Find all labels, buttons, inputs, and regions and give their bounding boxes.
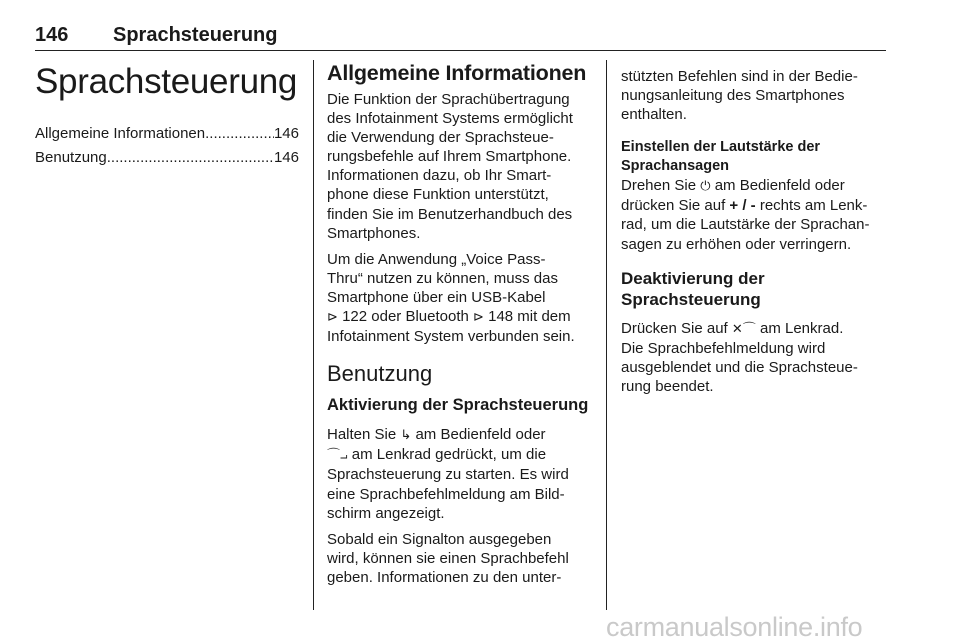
table-of-contents [35,122,299,170]
column-1 [35,60,299,170]
paragraph-continued: stützten Befehlen sind in der Bedie- nungsanleitung des Smartphones enthalten. [621,68,858,124]
section-heading-general: Allgemeine Informationen [327,61,587,85]
chapter-title: Sprachsteuerung [35,62,298,101]
toc-entry[interactable] [35,122,299,146]
page-reference-arrow-icon: ⊳ [327,310,338,326]
toc-label: Benutzung [35,149,107,166]
volume-plus-minus-label: + / - [729,197,756,215]
page-number: 146 [35,24,69,46]
paragraph-signal: Sobald ein Signalton ausgegeben wird, können sie einen Sprachbefehl geben. Informationen zu den unter- [327,530,569,586]
steering-wheel-voice-icon: ⌒⨼ [327,448,348,464]
column-3 [621,67,886,403]
watermark: carmanualsonline.info [606,612,863,642]
page-reference-arrow-icon: ⊳ [473,310,484,326]
mute-hangup-icon: ✕⌒ [731,321,756,337]
running-title: Sprachsteuerung [113,24,278,46]
toc-leader [205,122,274,146]
page-reference-usb[interactable]: 122 oder Bluetooth [342,308,469,326]
paragraph-activation: Halten Sie ↳ am Bedienfeld oder ⌒⨼ am Lenkrad gedrückt, um die Sprachsteuerung zu starten. Es wird eine Sprachbefehlmeldung am Bild- schirm angezeigt. [327,426,569,522]
subheading-activation: Aktivierung der Sprachsteuerung [327,396,589,415]
subheading-deactivation: Deaktivierung der Sprachsteuerung [621,268,765,309]
power-knob-icon: ⏻ [700,179,711,195]
toc-entry[interactable] [35,146,299,170]
paragraph-volume: Drehen Sie ⏻ am Bedienfeld oder drücken Sie auf + / - rechts am Lenk- rad, um die Lautstärke der Sprachan- sagen zu erhöhen oder verringern. [621,177,870,253]
column-divider-1 [313,60,314,610]
header-rule [35,50,886,51]
column-divider-2 [606,60,607,610]
paragraph-general-2: Um die Anwendung „Voice Pass- Thru“ nutzen zu können, muss das Smartphone über ein USB-Kabel ⊳ 122 oder Bluetooth ⊳ 148 mit dem Infotainment System verbunden sein. [327,250,575,346]
paragraph-deactivation: Drücken Sie auf ✕⌒ am Lenkrad. Die Sprachbefehlmeldung wird ausgeblendet und die Sprachsteue- rung beendet. [621,319,858,395]
page-header [35,24,886,50]
toc-label: Allgemeine Informationen [35,125,206,142]
page-reference-bluetooth[interactable]: 148 mit dem [488,308,571,326]
toc-page: 146 [273,125,299,142]
phone-voice-icon: ↳ [400,428,412,444]
column-2 [327,60,591,594]
paragraph-general-1: Die Funktion der Sprachübertragung des Infotainment Systems ermöglicht die Verwendung der Sprachsteue- rungsbefehle auf Ihrem Smartphone. Informationen dazu, ob Ihr Smart- phone diese Funktion unterstützt, finden Sie im Benutzerhandbuch des Smartphones. [327,91,573,242]
toc-page: 146 [273,149,299,166]
toc-leader [107,146,274,170]
subheading-volume: Einstellen der Lautstärke der Sprachansagen [621,139,821,175]
section-heading-usage: Benutzung [327,361,433,387]
